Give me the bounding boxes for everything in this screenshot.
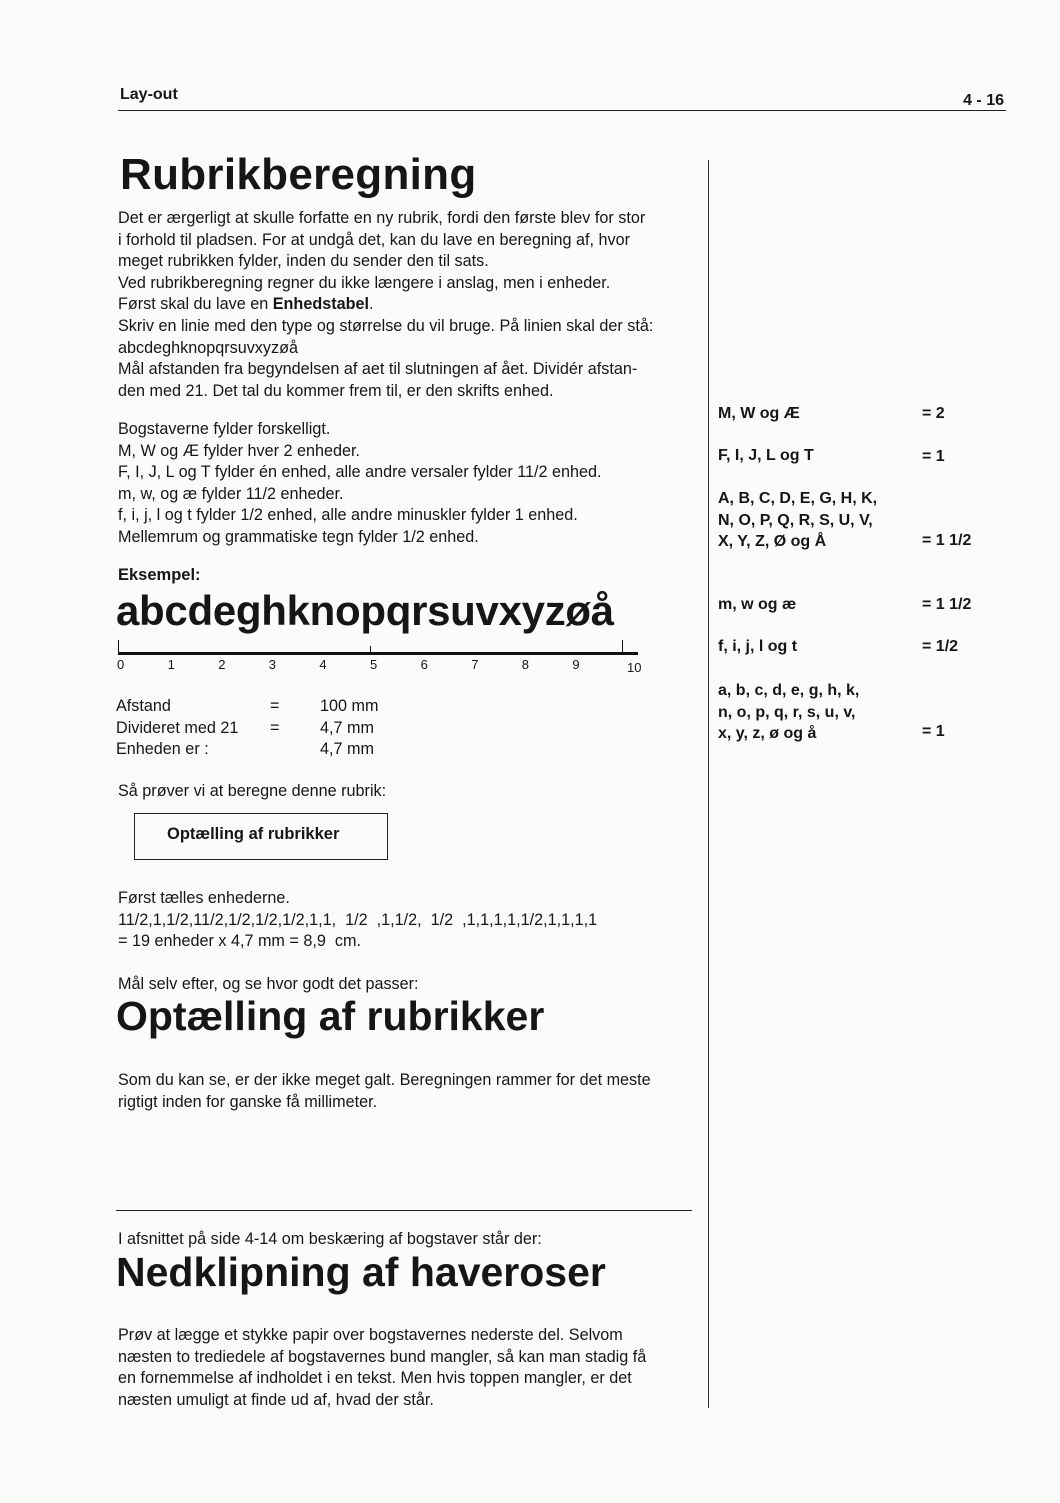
ruler-number: 7 [471,657,479,672]
text-line: Skriv en linie med den type og størrelse du vil bruge. På linien skal der stå: [118,316,654,335]
ruler-tick-start [118,640,119,652]
text-line: x, y, z, ø og å [718,725,817,742]
calc-equals: = [270,718,280,737]
unit-table-value: = 1 1/2 [922,596,972,613]
text-line [118,294,703,316]
unit-table-letters: M, W og Æ [718,405,800,422]
ruler-number: 9 [572,657,580,672]
section-text [118,1229,703,1251]
text-line: Så prøver vi at beregne denne rubrik: [118,782,387,800]
unit-table-letters [718,488,877,553]
ruler-number: 6 [420,657,428,672]
text-line: meget rubrikken fylder, inden du sender den til sats. [118,252,489,271]
section-rule [116,1210,692,1211]
unit-table-letters [718,680,859,745]
ruler-number: 1 [167,657,175,672]
text-span: . [369,295,374,314]
text-line: F, I, J, L og T fylder én enhed, alle andre versaler fylder 11/2 enhed. [118,463,602,482]
text-line: f, i, j, l og t fylder 1/2 enhed, alle andre minuskler fylder 1 enhed. [118,506,578,525]
text-line: Som du kan se, er der ikke meget galt. Beregningen rammer for det meste [118,1071,651,1089]
ruler-number: 3 [268,657,277,672]
example-alphabet: abcdeghknopqrsuvxyzøå [116,587,614,634]
result-paragraph [118,1070,703,1113]
text-line: 11/2,1,1/2,11/2,1/2,1/2,1/2,1,1, 1/2 ,1,1/2, 1/2 ,1,1,1,1,1/2,1,1,1,1 [118,910,598,929]
big-heading-optaelling: Optælling af rubrikker [116,993,545,1039]
text-line: m, w, og æ fylder 11/2 enheder. [118,484,344,503]
calc-value: 4,7 mm [320,718,374,737]
unit-table-letters: F, I, J, L og T [718,447,814,464]
ruler-number: 4 [319,657,327,672]
text-line: Mål afstanden fra begyndelsen af aet til slutningen af ået. Dividér afstan- [118,360,638,379]
text-line: rigtigt inden for ganske få millimeter. [118,1092,378,1111]
example-label: Eksempel: [118,566,201,584]
column-divider [708,160,709,1408]
text-line: X, Y, Z, Ø og Å [718,533,827,550]
ruler-number: 2 [218,657,226,672]
text-line: den med 21. Det tal du kommer frem til, er den skrifts enhed. [118,381,554,400]
unit-table-value: = 1 [922,723,945,740]
final-paragraph [118,1325,703,1411]
calc-label: Divideret med 21 [116,718,239,737]
intro-paragraph [118,208,703,402]
text-span: Først skal du lave en [118,295,273,314]
unit-table-letters: f, i, j, l og t [718,638,798,655]
text-line: Mellemrum og grammatiske tegn fylder 1/2 enhed. [118,527,479,546]
text-line: i forhold til pladsen. For at undgå det, kan du lave en beregning af, hvor [118,230,631,249]
example-rubrik-text: Optælling af rubrikker [167,825,340,843]
example-rubrik-box [134,813,388,860]
unit-table-value: = 1/2 [922,638,959,655]
text-line: Prøv at lægge et stykke papir over bogstavernes nederste del. Selvom [118,1326,623,1344]
ruler-number: 10 [627,660,642,675]
text-line: abcdeghknopqrsuvxyzøå [118,338,298,357]
calc-value: 4,7 mm [320,740,374,758]
text-line: = 19 enheder x 4,7 mm = 8,9 cm. [118,932,361,951]
page-number: 4 - 16 [963,92,1004,109]
calc-label: Enheden er : [116,740,209,758]
text-line: I afsnittet på side 4-14 om beskæring af bogstaver står der: [118,1230,542,1248]
unit-table-letters: m, w og æ [718,596,797,613]
try-text [118,781,703,803]
text-line: M, W og Æ fylder hver 2 enheder. [118,441,361,460]
text-line: Ved rubrikberegning regner du ikke længere i anslag, men i enheder. [118,273,611,292]
text-line: n, o, p, q, r, s, u, v, [718,703,856,721]
ruler-tick-mid [370,646,371,652]
text-line: a, b, c, d, e, g, h, k, [718,682,860,699]
calc-label: Afstand [116,697,171,715]
text-line: næsten umuligt at finde ud af, hvad der står. [118,1390,434,1409]
text-line: A, B, C, D, E, G, H, K, [718,490,878,507]
ruler-line [118,652,638,655]
letters-paragraph [118,419,703,549]
big-heading-nedklipning: Nedklipning af haveroser [116,1249,606,1295]
text-line: Det er ærgerligt at skulle forfatte en ny rubrik, fordi den første blev for stor [118,209,646,227]
page-title: Rubrikberegning [120,150,477,199]
header-rule [118,110,1006,111]
text-line: Bogstaverne fylder forskelligt. [118,420,331,438]
unit-table-value: = 1 [922,448,945,465]
emphasis-enhedstabel: Enhedstabel [272,295,369,314]
unit-table-value: = 2 [922,405,945,422]
text-line: næsten to trediedele af bogstavernes bund mangler, så kan man stadig få [118,1347,647,1366]
calc-value: 100 mm [320,697,379,715]
text-line: en fornemmelse af indholdet i en tekst. Men hvis toppen mangler, er det [118,1369,632,1388]
ruler-tick-end [622,640,623,652]
count-paragraph [118,888,703,953]
ruler-number: 8 [521,657,530,672]
ruler-number: 5 [370,657,378,672]
text-line: N, O, P, Q, R, S, U, V, [718,511,873,529]
unit-table-value: = 1 1/2 [922,532,972,549]
running-header-section: Lay-out [120,86,178,103]
text-line: Mål selv efter, og se hvor godt det passer: [118,975,419,993]
ruler-number: 0 [117,657,125,672]
calc-equals: = [270,697,280,715]
text-line: Først tælles enhederne. [118,889,290,907]
